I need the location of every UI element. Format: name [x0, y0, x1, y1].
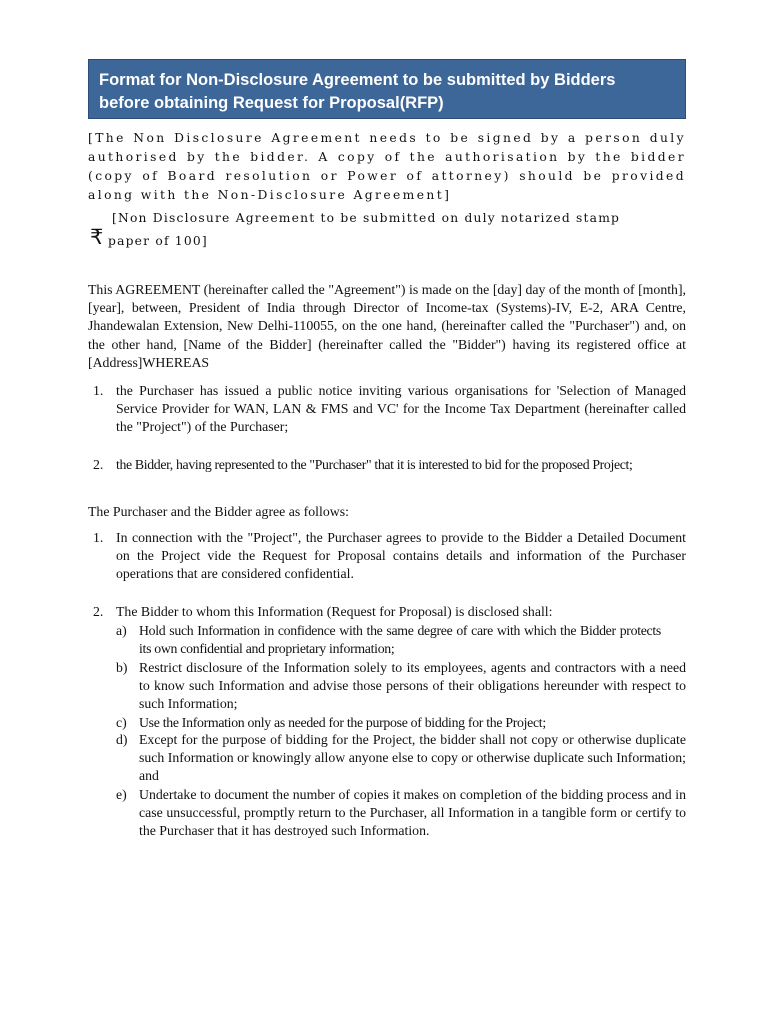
title-banner [88, 59, 686, 119]
whereas-item: the Purchaser has issued a public notice inviting various organisations for 'Selection of Managed Service Provider for WAN, LAN & FMS and VC' for the Income Tax Department (hereinafter called the "Project") of the Purchaser; [116, 383, 686, 435]
subclause-letter: d) [116, 732, 128, 747]
clause-number: 2. [93, 604, 104, 619]
clause-number: 1. [93, 530, 104, 545]
stamp-note-line-2: paper of 100] [108, 234, 208, 248]
agree-heading: The Purchaser and the Bidder agree as follows: [88, 504, 349, 519]
rupee-icon: ₹ [90, 225, 104, 249]
title-line-2: before obtaining Request for Proposal(RFP) [99, 94, 444, 112]
agreement-intro: This AGREEMENT (hereinafter called the "Agreement") is made on the [day] day of the month of [month], [year], between, President of India through Director of Income-tax (Systems)-IV, E-2, ARA Centre, Jhandewalan Extension, New Delhi-110055, on the one hand, (hereinafter called the "Purchaser") and, on the other hand, [Name of the Bidder] (hereinafter called the "Bidder") having its registered office at [Address]WHEREAS [88, 282, 686, 370]
subclause-item: Undertake to document the number of copies it makes on completion of the bidding process and in case unsuccessful, promptly return to the Purchaser, all Information in a tangible form or certify to the Purchaser that it has destroyed such Information. [139, 787, 686, 839]
subclause-item: Except for the purpose of bidding for the Project, the bidder shall not copy or otherwise duplicate such Information or knowingly allow anyone else to copy or otherwise duplicate such Information; and [139, 732, 686, 784]
subclause-item: Use the Information only as needed for the purpose of bidding for the Project; [139, 715, 546, 730]
whereas-item: the Bidder, having represented to the "Purchaser" that it is interested to bid for the proposed Project; [116, 457, 633, 472]
title-line-1: Format for Non-Disclosure Agreement to be submitted by Bidders [99, 71, 616, 89]
signing-note: [The Non Disclosure Agreement needs to be signed by a person duly authorised by the bidder. A copy of the authorisation by the bidder (copy of Board resolution or Power of attorney) should be provided along with the Non-Disclosure Agreement] [88, 131, 686, 202]
subclause-letter: b) [116, 660, 128, 675]
subclause-item: Restrict disclosure of the Information solely to its employees, agents and contractors with a need to know such Information and advise those persons of their obligations hereunder with respect to such Information; [139, 660, 686, 712]
subclause-letter: c) [116, 715, 127, 730]
stamp-note-line-1: [Non Disclosure Agreement to be submitted on duly notarized stamp [112, 211, 621, 225]
clause-item: The Bidder to whom this Information (Request for Proposal) is disclosed shall: [116, 604, 553, 619]
whereas-number: 1. [93, 383, 104, 398]
clause-item: In connection with the "Project", the Purchaser agrees to provide to the Bidder a Detailed Document on the Project vide the Request for Proposal contains details and information of the Purchaser operations that are considered confidential. [116, 530, 686, 582]
subclause-letter: e) [116, 787, 127, 802]
whereas-number: 2. [93, 457, 104, 472]
subclause-item: Hold such Information in confidence with the same degree of care with which the Bidder protects its own confidential and proprietary information; [139, 623, 661, 657]
subclause-letter: a) [116, 623, 127, 638]
